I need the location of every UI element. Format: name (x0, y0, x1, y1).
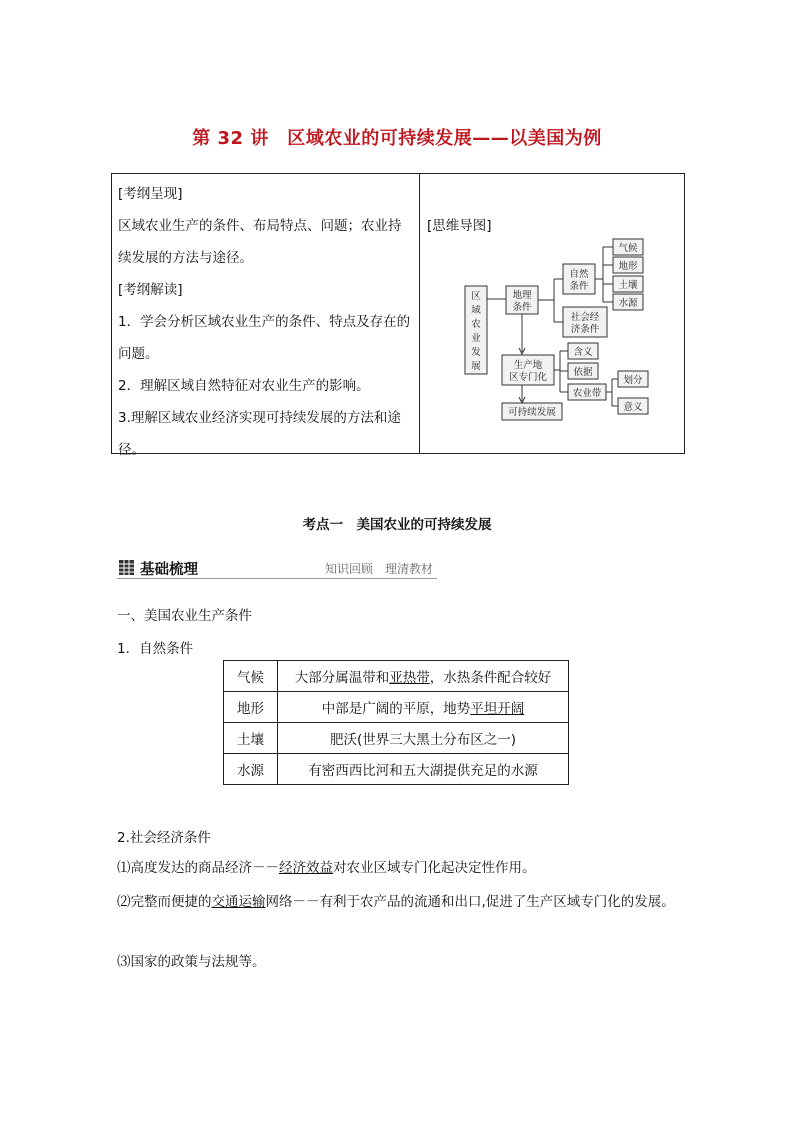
root-char: 业 (471, 333, 481, 344)
row-value: 中部是广阔的平原，地势平坦开阔 (278, 692, 569, 723)
section-heading: 一、美国农业生产条件 (117, 608, 252, 624)
section-banner (117, 556, 437, 582)
leaf-water: 水源 (618, 298, 638, 309)
page-title: 第 32 讲 区域农业的可持续发展——以美国为例 (192, 128, 602, 149)
subsection-heading: 1．自然条件 (117, 641, 194, 657)
mindmap-label: [思维导图] (427, 218, 492, 234)
section-subtitle: 考点一 美国农业的可持续发展 (302, 517, 492, 533)
geo-text: 条件 (512, 302, 532, 313)
interpretation-line: 1．学会分析区域农业生产的条件、特点及存在的 (118, 314, 411, 330)
root-char: 发 (471, 347, 481, 358)
paragraph: ⑴高度发达的商品经济－－经济效益对农业区域专门化起决定性作用。 (117, 860, 536, 876)
root-char: 展 (471, 361, 481, 372)
row-value: 有密西西比河和五大湖提供充足的水源 (278, 754, 569, 785)
geo-text: 地理 (512, 290, 532, 301)
leaf-climate: 气候 (618, 243, 638, 254)
paragraph: ⑶国家的政策与法规等。 (117, 954, 266, 970)
row-key: 土壤 (224, 723, 278, 754)
interpretation-line: 3.理解区域农业经济实现可持续发展的方法和途 (118, 410, 401, 426)
syllabus-line: 续发展的方法与途径。 (118, 250, 253, 266)
divide-text: 划分 (623, 375, 643, 386)
social-text: 社会经 (570, 312, 600, 323)
table-row (224, 723, 569, 754)
natural-text: 自然 (569, 269, 589, 280)
grid-icon (119, 560, 134, 575)
paragraph: ⑵完整而便捷的交通运输网络－－有利于农产品的流通和出口,促进了生产区域专门化的发展。 (117, 894, 675, 910)
root-char: 区 (471, 291, 481, 302)
meaning-text: 含义 (573, 347, 593, 358)
spec-text: 区专门化 (508, 372, 548, 383)
spec-text: 生产地 (513, 360, 543, 371)
significance-text: 意义 (623, 402, 643, 413)
table-row (224, 692, 569, 723)
sustain-text: 可持续发展 (508, 407, 556, 418)
root-char: 域 (471, 305, 481, 316)
interpretation-line: 问题。 (118, 346, 159, 362)
leaf-soil: 土壤 (618, 280, 638, 291)
row-value: 肥沃(世界三大黑土分布区之一) (278, 723, 569, 754)
banner-title: 基础梳理 (140, 562, 198, 578)
belt-text: 农业带 (572, 388, 602, 399)
table-row (224, 661, 569, 692)
social-text: 济条件 (570, 324, 600, 335)
basis-text: 依据 (573, 367, 593, 378)
syllabus-cell (112, 174, 420, 458)
overview-table (111, 173, 685, 458)
table-row (224, 754, 569, 785)
root-char: 农 (471, 319, 481, 330)
row-key: 气候 (224, 661, 278, 692)
syllabus-heading: [考纲呈现] (118, 186, 183, 202)
mindmap-cell (420, 174, 684, 453)
syllabus-line: 区域农业生产的条件、布局特点、问题；农业持 (118, 218, 402, 234)
row-key: 水源 (224, 754, 278, 785)
interpretation-line: 2．理解区域自然特征对农业生产的影响。 (118, 378, 370, 394)
subsection-heading: 2.社会经济条件 (117, 830, 211, 846)
interpretation-heading: [考纲解读] (118, 282, 183, 298)
natural-conditions-table (223, 660, 569, 785)
row-value: 大部分属温带和亚热带，水热条件配合较好 (278, 661, 569, 692)
natural-text: 条件 (569, 281, 589, 292)
row-key: 地形 (224, 692, 278, 723)
banner-subtitle: 知识回顾 理清教材 (325, 562, 434, 576)
interpretation-line: 径。 (118, 442, 145, 458)
leaf-terrain: 地形 (618, 261, 638, 272)
banner-rule (117, 578, 437, 579)
mindmap-diagram (420, 174, 684, 453)
